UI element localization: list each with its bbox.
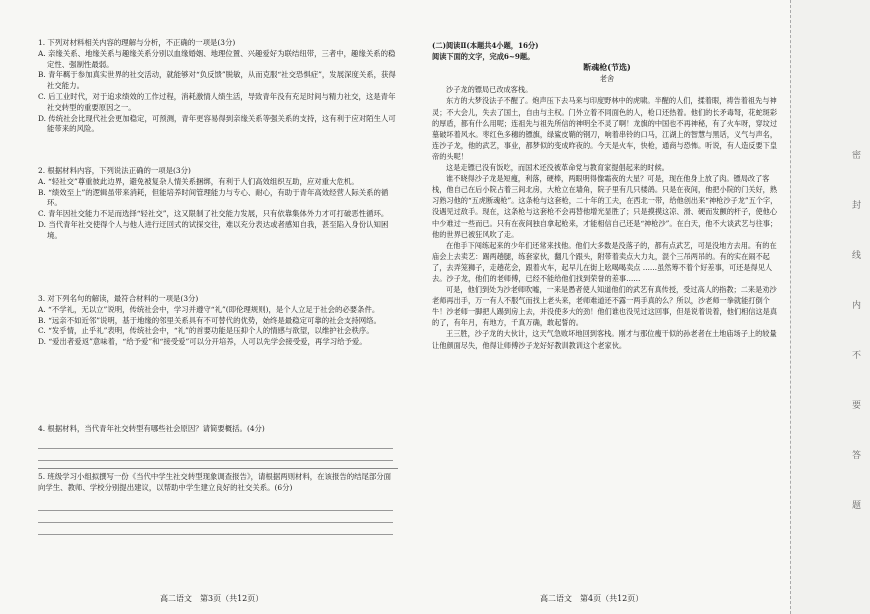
q1-option-b: B. 青年羁于参加真实世界的社交活动，就能够对“负反馈”脱敏，从而克服“社交恐惧症”，发展深度关系，获得社交能力。 [38,70,396,91]
question-2 [38,166,398,242]
binding-char: 线 [850,250,860,261]
page-footer-left: 高二语文 第3页（共12页） [160,594,264,603]
q3-option-d: D. “爱出者爱返”意味着，“给予爱”和“接受爱”可以分开培养，人可以先学会接受爱，再学习给予爱。 [38,337,367,347]
section-instruction: 阅读下面的文字，完成6~9题。 [432,52,535,62]
binding-char: 封 [850,200,860,211]
page-footer-right: 高二语文 第4页（共12页） [540,594,644,603]
binding-char: 答 [850,450,860,461]
passage-paragraph: 东方的大梦没法子不醒了。炮声压下去马来与印度野林中的虎啸。半醒的人们，揉着眼，祷告着祖先与神灵；不大会儿，失去了国土，自由与主权。门外立着不同面色的人，枪口还热着。他们的长矛毒弩，花蛇斑彩的厚盾，都有什么用呢；连祖先与祖先所信的神明全不灵了啊！龙旗的中国也不再神秘，有了火车呀，穿坟过墓破坏着风水。枣红色多穗的镖旗，绿鲨皮鞘的钢刀，响着串铃的口马，江湖上的智慧与黑话，义气与声名，连沙子龙，他的武艺，事业，都梦似的变成昨夜的。今天是火车，快枪，通商与恐怖。听说，有人造反要下皇帝的头呢！ [432,96,778,161]
q2-option-c: C. 青年因社交能力不足而选择“轻社交”，这又限制了社交能力发展，只有依靠集体外力才可打破恶性循环。 [38,209,389,219]
question-4 [38,424,398,435]
question-5 [38,472,398,494]
q2-option-a: A. “轻社交”尊重彼此边界，避免被复杂人情关系捆绑，有利于人们高效组织互助，应对重大危机。 [38,176,359,186]
section-heading: (二)阅读Ⅱ(本题共4小题，16分) [432,41,539,50]
q2-option-b: B. “绩效至上”的逻辑虽带来消耗，但能培养时间管理能力与专心、耐心，有助于青年高效经营人际关系的循环。 [38,187,389,208]
answer-line[interactable] [38,460,393,461]
q1-option-c: C. 后工业时代，对于追求绩效的工作过程，消耗激情人绩生活，导致青年没有充足时间与精力社交，这是青年社交转型的重要原因之一。 [38,91,396,112]
answer-line[interactable] [38,510,393,511]
passage-paragraph: 可是，他们到处为沙老师吹嘘，一来是愚者使人知道他们的武艺有真传授，受过高人的指教；二来是劝沙老师再出手，万一有人不服气而找上老头来，老师难道还不露一两手真的么？所以，沙老师一拳就能打倒个牛！沙老师一脚把人踢到房上去，并没使多大的劲！他们谁也没见过这回事，但是说着说着，他们相信这是真的了，有年月，有地方，千真万确，敢起誓的。 [432,285,778,328]
q3-option-b: B. “远亲不如近邻”说明，基于地缘的邻里关系具有不可替代的优势，始终是最稳定可靠的社会支持网络。 [38,315,381,325]
passage-author: 老舍 [599,74,615,84]
binding-char: 要 [850,400,860,411]
answer-line[interactable] [38,534,393,535]
q5-stem: 5. 班级学习小组拟撰写一份《当代中学生社交转型现象调查报告》，请根据两则材料，在该报告的结尾部分面向学生、教师、学校分别提出建议，以帮助中学生建立良好的社交关系。(6分) [38,472,392,492]
question-3 [38,294,398,348]
binding-char: 题 [850,500,860,511]
binding-char: 密 [850,150,860,161]
q3-option-a: A. “不学礼，无以立”说明，传统社会中，学习并遵守“礼”(即伦理规则)，是个人立足于社会的必要条件。 [38,304,380,314]
binding-char: 内 [850,300,860,311]
q1-stem: 1. 下列对材料相关内容的理解与分析，不正确的一项是(3分) [38,38,236,47]
binding-char: 不 [850,350,860,361]
q2-option-d: D. 当代青年社交使得个人与他人进行迂回式的试探交往，难以充分表达或者感知自我，甚至陷入身份认知困境。 [38,219,389,240]
question-1 [38,38,398,135]
q3-stem: 3. 对下列名句的解读，最符合材料的一项是(3分) [38,294,199,303]
answer-line[interactable] [38,522,393,523]
q3-option-c: C. “发乎情，止乎礼”表明，传统社会中，“礼”的首要功能是压抑个人的情感与欲望，以维护社会秩序。 [38,326,374,336]
left-page [0,0,425,614]
passage-paragraph: 谁不晓得沙子龙是短瘦，利落，硬棒，两眼明得像霜夜的大星？可是，现在他身上放了肉。镖局改了客栈，他自己在后小院占着三间北房，大枪立在墙角，院子里有几只楼鸽。只是在夜间，他把小院的门关好，熟习熟习他的“五虎断魂枪”。这条枪与这套枪，二十年的工夫，在西北一带，给他创出来“神枪沙子龙”五个字，没遇见过敌手。现在，这条枪与这套枪不会再替他增光显胜了；只是摸摸这凉、滑、硬而发颤的杆子，使他心中少难过一些而已。只有在夜间独自拿起枪来，才能相信自己还是“神枪沙”。在白天，他不大谈武艺与往事；他的世界已被狂风吹了走。 [432,174,778,239]
divider [38,468,398,469]
q2-stem: 2. 根据材料内容，下列说法正确的一项是(3分) [38,166,191,175]
passage-paragraph: 王三胜，沙子龙的大伙计，这天气急败坏地回到客栈。刚才与那位瘦干似的孙老者在土地庙场子上的较量让他颜面尽失，他得让师傅沙子龙好好教训教训这个老家伙。 [432,329,777,350]
passage-paragraph: 在他手下闯练起来的少年们还常来找他。他们大多数是没落子的，都有点武艺，可是没地方去用。有的在庙会上去卖艺：踢两趟腿，练套家伙，翻几个跟头，附带着卖点大力丸，混个三吊两吊的。有的实在闹不起了，去弄笼狮子，走趟花会，跟着火车，起早儿在街上吆喝喝卖点 ……虽然筹不着个好差事，可还是得见人去。沙子龙，他们的老师傅，已经不能给他们找到荣誉的差事…… [432,240,777,283]
q1-option-a: A. 亲缘关系、地缘关系与趣缘关系分别以血缘婚姻、地理位置、兴趣爱好为联结纽带，三者中，趣缘关系的稳定性、强制性最弱。 [38,48,396,69]
q1-option-d: D. 传统社会比现代社会更加稳定，可预测，青年更容易得到亲缘关系等强关系的支持，这有利于应对陌生人可能带来的风险。 [38,113,396,134]
q4-stem: 4. 根据材料，当代青年社交转型有哪些社会原因？请简要概括。(4分) [38,424,265,433]
passage-paragraph: 沙子龙的镖局已改成客栈。 [446,85,533,95]
answer-line[interactable] [38,448,393,449]
passage-paragraph: 这是走镖已没有饭吃，而国术还没被革命党与教育家提倡起来的时候。 [446,163,669,173]
passage-title: 断魂枪(节选) [583,62,631,73]
binding-margin [790,0,870,614]
reading-section [432,40,782,351]
